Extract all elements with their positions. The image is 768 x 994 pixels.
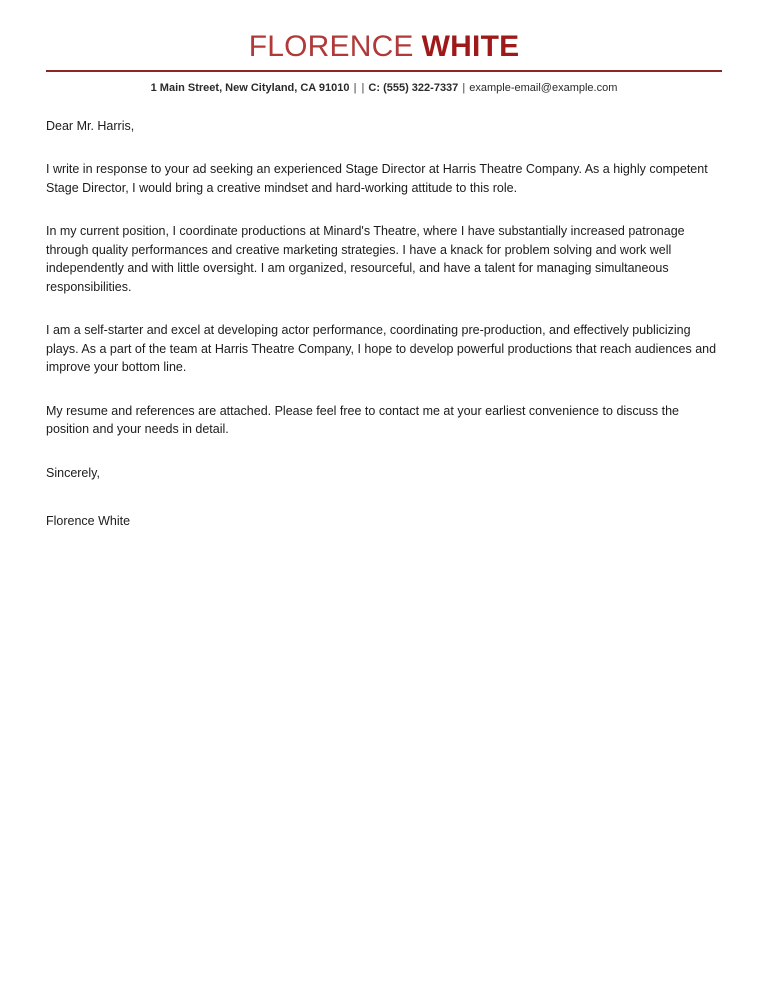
contact-separator-3: |: [462, 82, 466, 94]
closing-salutation: Sincerely,: [46, 465, 100, 480]
salutation: Dear Mr. Harris,: [46, 119, 135, 133]
contact-separator-1: |: [353, 82, 357, 94]
body-paragraph-3: I am a self-starter and excel at developing actor performance, coordinating pre-production, and effectively publicizing plays. As a part of the team at Harris Theatre Company, I hope to develop powerful productions that reach audiences and improve your bottom line.: [46, 323, 717, 374]
contact-phone: C: (555) 322-7337: [368, 82, 459, 94]
contact-address: 1 Main Street, New Cityland, CA 91010: [150, 82, 350, 94]
signature-name: Florence White: [46, 513, 131, 528]
body-paragraph-1: I write in response to your ad seeking an experienced Stage Director at Harris Theatre Company. As a highly competent Stage Director, I would bring a creative mindset and hard-working attitude to this role.: [46, 162, 708, 195]
contact-info: [46, 81, 722, 96]
contact-separator-2: |: [361, 82, 365, 94]
letterhead: [46, 0, 722, 96]
body-paragraph-4: My resume and references are attached. Please feel free to contact me at your earliest convenience to discuss the position and your needs in detail.: [46, 403, 679, 436]
letter-body: [46, 117, 722, 530]
first-name: FLORENCE: [248, 30, 414, 63]
contact-email: example-email@example.com: [469, 82, 618, 94]
letter-content: [46, 0, 722, 530]
body-paragraph-2: In my current position, I coordinate productions at Minard's Theatre, where I have substantially increased patronage through quality performances and creative marketing strategies. I have a knack for problem solving and work well independently and with little oversight. I am organized, resourceful, and have a talent for managing simultaneous responsibilities.: [46, 224, 685, 294]
page-title: [46, 30, 722, 64]
header-divider: [46, 70, 722, 72]
last-name: WHITE: [421, 30, 520, 63]
signature-space: [46, 482, 722, 512]
